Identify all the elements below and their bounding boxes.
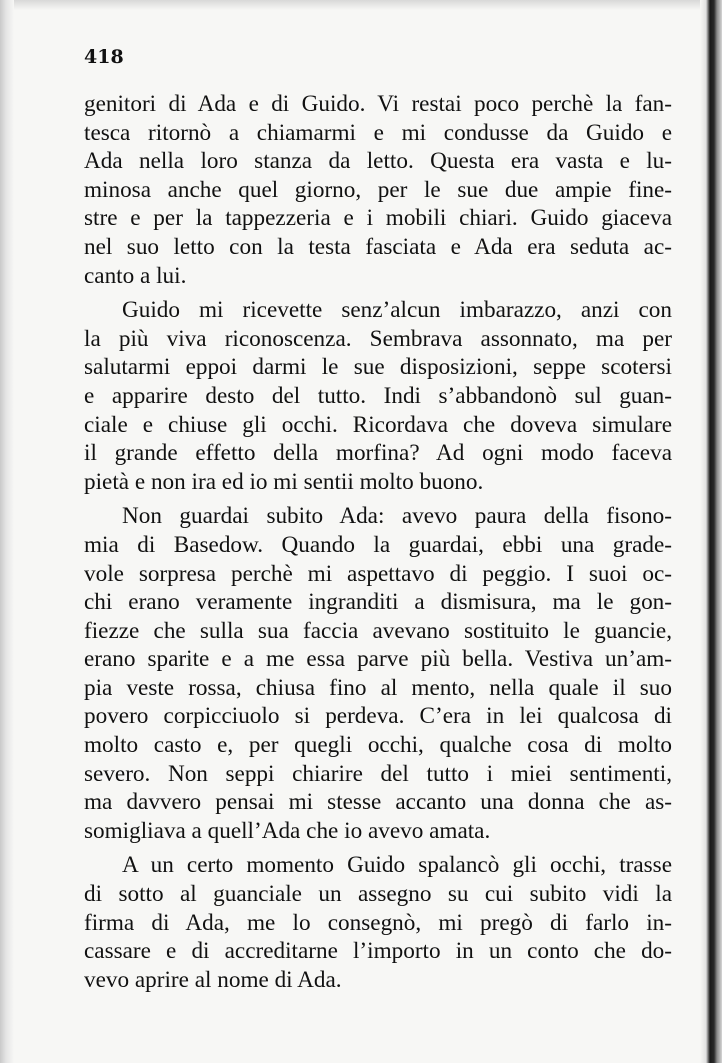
text-line: minosa anche quel giorno, per le sue due ampie fine- xyxy=(84,176,672,203)
text-line: Non guardai subito Ada: avevo paura della fisono- xyxy=(122,503,672,530)
text-line: vevo aprire al nome di Ada. xyxy=(84,966,342,993)
text-line: pietà e non ira ed io mi sentii molto buono. xyxy=(84,468,484,495)
text-line: erano sparite e a me essa parve più bella. Vestiva un’am- xyxy=(84,646,672,673)
text-line: Guido mi ricevette senz’alcun imbarazzo, anzi con xyxy=(122,297,672,324)
text-line: stre e per la tappezzeria e i mobili chiari. Guido giaceva xyxy=(84,205,672,232)
page-top-shadow xyxy=(0,0,722,10)
text-line: la più viva riconoscenza. Sembrava assonnato, ma per xyxy=(84,325,672,352)
text-line: mia di Basedow. Quando la guardai, ebbi una grade- xyxy=(84,531,672,558)
page-left-edge xyxy=(0,0,14,1063)
text-line: fiezze che sulla sua faccia avevano sostituito le guancie, xyxy=(84,617,672,644)
text-line: tesca ritornò a chiamarmi e mi condusse da Guido e xyxy=(84,119,672,146)
paragraph xyxy=(84,851,672,994)
text-line: severo. Non seppi chiarire del tutto i miei sentimenti, xyxy=(84,760,672,787)
text-line: genitori di Ada e di Guido. Vi restai poco perchè la fan- xyxy=(84,91,672,117)
text-line: il grande effetto della morfina? Ad ogni modo faceva xyxy=(84,440,672,467)
page-number: 418 xyxy=(84,46,124,68)
body-text xyxy=(84,90,672,994)
text-line: salutarmi eppoi darmi le sue disposizioni, seppe scotersi xyxy=(84,354,672,381)
text-line: cassare e di accreditarne l’importo in un conto che do- xyxy=(84,938,672,965)
text-line: canto a lui. xyxy=(84,262,187,289)
book-spine-edge xyxy=(700,0,722,1063)
paragraph xyxy=(84,90,672,290)
text-line: molto casto e, per quegli occhi, qualche cosa di molto xyxy=(84,732,672,759)
text-line: vole sorpresa perchè mi aspettavo di peggio. I suoi oc- xyxy=(84,560,672,587)
paragraph xyxy=(84,296,672,496)
text-line: somigliava a quell’Ada che io avevo amata. xyxy=(84,817,491,844)
text-line: firma di Ada, me lo consegnò, mi pregò di farlo in- xyxy=(84,909,672,936)
text-line: povero corpicciuolo si perdeva. C’era in lei qualcosa di xyxy=(84,703,672,730)
text-line: Ada nella loro stanza da letto. Questa era vasta e lu- xyxy=(84,148,672,175)
text-line: ciale e chiuse gli occhi. Ricordava che doveva simulare xyxy=(84,411,672,438)
paragraph xyxy=(84,502,672,845)
text-line: pia veste rossa, chiusa fino al mento, nella quale il suo xyxy=(84,674,672,701)
text-line: e apparire desto del tutto. Indi s’abbandonò sul guan- xyxy=(84,382,672,409)
text-line: di sotto al guanciale un assegno su cui subito vidi la xyxy=(84,881,672,908)
text-line: nel suo letto con la testa fasciata e Ada era seduta ac- xyxy=(84,233,672,260)
text-line: chi erano veramente ingranditi a dismisura, ma le gon- xyxy=(84,589,672,616)
text-line: A un certo momento Guido spalancò gli occhi, trasse xyxy=(122,852,672,879)
text-line: ma davvero pensai mi stesse accanto una donna che as- xyxy=(84,789,672,816)
